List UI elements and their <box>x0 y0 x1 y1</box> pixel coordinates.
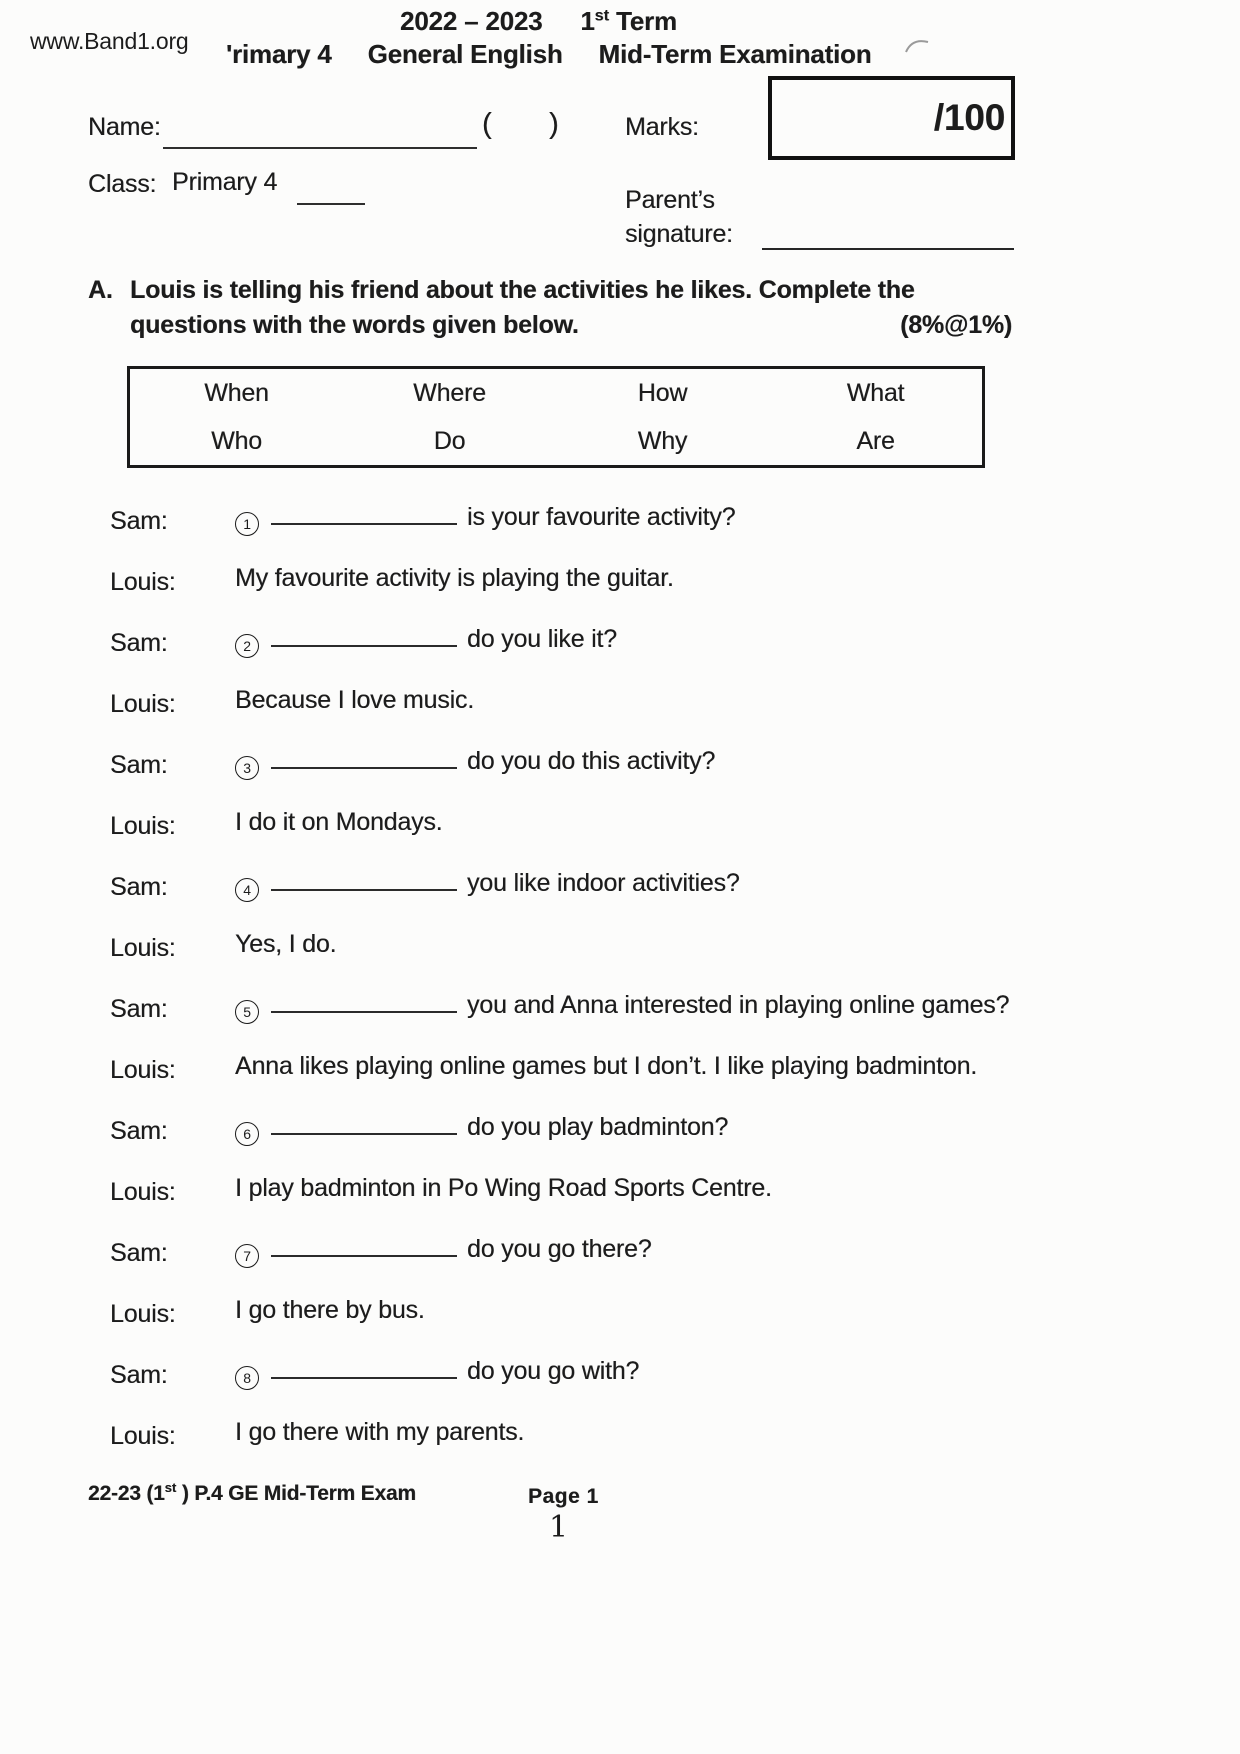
dialogue-row <box>0 1113 1240 1174</box>
speaker-label: Sam: <box>110 507 168 535</box>
question-number: 7 <box>235 1244 259 1268</box>
dialogue-section <box>0 503 1240 1479</box>
speaker-label: Sam: <box>110 1117 168 1145</box>
dialogue-row <box>0 625 1240 686</box>
speaker-label: Sam: <box>110 1361 168 1389</box>
header-term: 1st Term <box>580 6 677 36</box>
speaker-label: Sam: <box>110 629 168 657</box>
header-exam-title: Mid-Term Examination <box>598 39 872 69</box>
speaker-label: Louis: <box>110 568 176 596</box>
question-number: 4 <box>235 878 259 902</box>
class-value: Primary 4 <box>172 168 278 196</box>
parent-signature-label-line2: signature: <box>625 220 733 248</box>
scan-artifact-mark <box>902 36 932 56</box>
dialogue-row <box>0 1235 1240 1296</box>
footer-page-label: Page 1 <box>528 1485 599 1508</box>
question-text: do you play badminton? <box>467 1113 729 1141</box>
speaker-label: Louis: <box>110 1056 176 1084</box>
dialogue-row <box>0 1357 1240 1418</box>
question-number: 5 <box>235 1000 259 1024</box>
header-line-2 <box>226 39 871 70</box>
speaker-label: Louis: <box>110 1178 176 1206</box>
speaker-label: Louis: <box>110 1300 176 1328</box>
question-text: is your favourite activity? <box>467 503 736 531</box>
dialogue-row <box>0 503 1240 564</box>
dialogue-row <box>0 930 1240 991</box>
question-text: you like indoor activities? <box>467 869 740 897</box>
answer-blank-8[interactable] <box>271 1372 457 1379</box>
wordbank-word: Do <box>433 426 466 455</box>
marks-box[interactable] <box>768 76 1015 160</box>
section-a-label: A. <box>88 276 113 304</box>
dialogue-row <box>0 1418 1240 1479</box>
dialogue-row <box>0 747 1240 808</box>
wordbank-word: Why <box>637 426 688 455</box>
wordbank-word: Are <box>856 426 895 455</box>
header-year: 2022 – 2023 <box>400 6 543 36</box>
answer-blank-3[interactable] <box>271 762 457 769</box>
speaker-label: Louis: <box>110 690 176 718</box>
header-line-1 <box>400 6 677 37</box>
word-bank-box <box>127 366 985 468</box>
answer-text: My favourite activity is playing the guitar. <box>235 564 674 592</box>
question-text: do you go with? <box>467 1357 640 1385</box>
answer-text: I play badminton in Po Wing Road Sports Centre. <box>235 1174 772 1202</box>
section-a-marks: (8%@1%) <box>900 311 1012 339</box>
header-subject: General English <box>367 39 563 69</box>
answer-text: I go there with my parents. <box>235 1418 525 1446</box>
dialogue-row <box>0 991 1240 1052</box>
question-text: do you do this activity? <box>467 747 716 775</box>
header-grade: 'rimary 4 <box>226 39 332 69</box>
name-label: Name: <box>88 113 161 141</box>
footer-page-number: 1 <box>549 1510 568 1545</box>
speaker-label: Louis: <box>110 812 176 840</box>
wordbank-word: Who <box>211 426 262 455</box>
parent-signature-label-line1: Parent’s <box>625 186 715 214</box>
dialogue-row <box>0 808 1240 869</box>
answer-blank-6[interactable] <box>271 1128 457 1135</box>
answer-blank-1[interactable] <box>271 518 457 525</box>
question-number: 6 <box>235 1122 259 1146</box>
signature-fill-line[interactable] <box>762 248 1014 250</box>
wordbank-word: When <box>204 378 269 407</box>
dialogue-row <box>0 686 1240 747</box>
answer-blank-5[interactable] <box>271 1006 457 1013</box>
speaker-label: Louis: <box>110 934 176 962</box>
answer-blank-2[interactable] <box>271 640 457 647</box>
class-number-paren-open: ( <box>482 108 492 140</box>
speaker-label: Sam: <box>110 1239 168 1267</box>
dialogue-row <box>0 564 1240 625</box>
answer-text: I do it on Mondays. <box>235 808 443 836</box>
wordbank-word: What <box>846 378 905 407</box>
speaker-label: Louis: <box>110 1422 176 1450</box>
dialogue-row <box>0 1296 1240 1357</box>
marks-total: /100 <box>933 97 1005 138</box>
question-number: 8 <box>235 1366 259 1390</box>
watermark-url: www.Band1.org <box>30 28 189 54</box>
question-text: do you go there? <box>467 1235 652 1263</box>
speaker-label: Sam: <box>110 751 168 779</box>
answer-blank-4[interactable] <box>271 884 457 891</box>
answer-blank-7[interactable] <box>271 1250 457 1257</box>
dialogue-row <box>0 1052 1240 1113</box>
dialogue-row <box>0 1174 1240 1235</box>
class-number-paren-close: ) <box>549 108 559 140</box>
wordbank-word: How <box>637 378 688 407</box>
name-fill-line[interactable] <box>163 147 477 149</box>
question-number: 3 <box>235 756 259 780</box>
question-number: 1 <box>235 512 259 536</box>
speaker-label: Sam: <box>110 995 168 1023</box>
answer-text: Anna likes playing online games but I don’t. I like playing badminton. <box>235 1052 978 1080</box>
marks-label: Marks: <box>625 113 699 141</box>
question-text: you and Anna interested in playing online games? <box>467 991 1010 1019</box>
answer-text: Yes, I do. <box>235 930 337 958</box>
section-a-instruction-text: questions with the words given below. <box>130 311 579 339</box>
speaker-label: Sam: <box>110 873 168 901</box>
footer-exam-code: 22-23 (1st ) P.4 GE Mid-Term Exam <box>88 1480 416 1505</box>
section-a-instruction-line2 <box>130 311 1012 340</box>
class-fill-line[interactable] <box>297 203 365 205</box>
section-a-instruction-line1: Louis is telling his friend about the activities he likes. Complete the <box>130 276 915 304</box>
dialogue-row <box>0 869 1240 930</box>
class-label: Class: <box>88 170 157 198</box>
wordbank-word: Where <box>413 378 486 407</box>
answer-text: I go there by bus. <box>235 1296 425 1324</box>
answer-text: Because I love music. <box>235 686 474 714</box>
question-text: do you like it? <box>467 625 617 653</box>
question-number: 2 <box>235 634 259 658</box>
